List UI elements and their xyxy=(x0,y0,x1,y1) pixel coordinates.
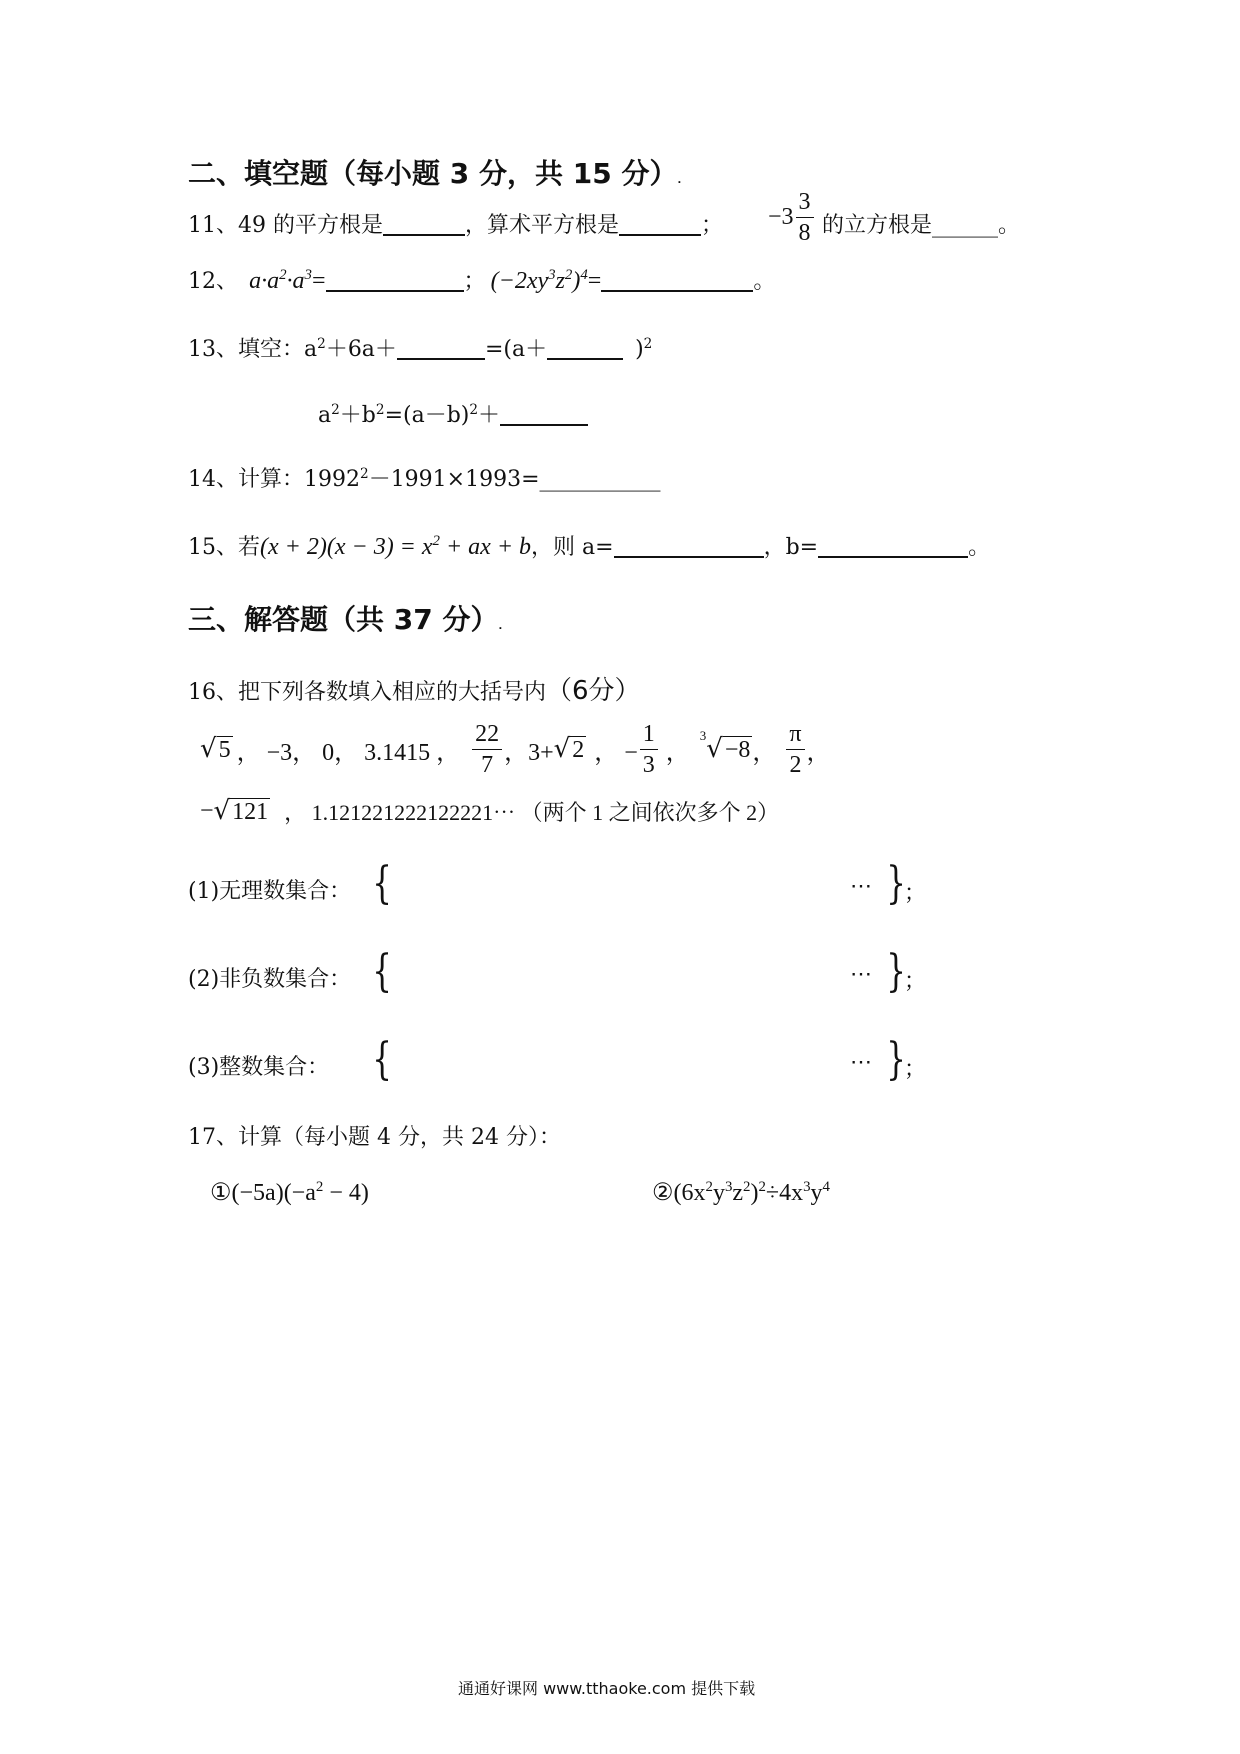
question-17 xyxy=(188,1120,561,1151)
q16-n3r: 2 xyxy=(572,736,585,763)
q15-b-label: ，b= xyxy=(763,535,819,560)
q17-p1b: − 4) xyxy=(323,1180,369,1206)
q11-text-5: 。 xyxy=(998,213,1021,238)
q15-end: 。 xyxy=(968,535,991,560)
q14-a: 1992 xyxy=(304,467,361,492)
q13-l2b-exp: 2 xyxy=(375,401,385,418)
q11-number: 11、 xyxy=(188,213,238,238)
q16-f2n: 1 xyxy=(640,722,658,750)
q17-p2-e4: 2 xyxy=(758,1179,766,1196)
question-15 xyxy=(188,530,990,561)
q12-end: 。 xyxy=(753,269,776,294)
q11-mixed-number xyxy=(768,190,816,245)
q16-f3d: 2 xyxy=(789,752,802,778)
q17-problem-1 xyxy=(210,1178,369,1207)
q11-text-1: 49 的平方根是 xyxy=(238,213,383,238)
q17-p2-e2: 3 xyxy=(724,1179,733,1196)
q11-text-2: ，算术平方根是 xyxy=(465,213,620,238)
q16-n6: −8 xyxy=(724,736,751,763)
q15-number: 15、 xyxy=(188,535,238,560)
q13-l2c: =(a－b) xyxy=(384,403,470,428)
q16-n3: ，3+ xyxy=(504,740,554,766)
question-14 xyxy=(188,462,661,493)
q12-eq-2: = xyxy=(587,268,602,294)
section-2-title: 二、填空题（每小题 3 分，共 15 分）. xyxy=(188,157,682,190)
q14-number: 14、 xyxy=(188,467,238,492)
q17-p2-e6: 4 xyxy=(822,1179,830,1196)
q12-expr-2: (−2xy xyxy=(490,268,549,294)
question-12 xyxy=(188,264,775,295)
q13-l1c: =(a＋ xyxy=(484,337,548,362)
q12-expr-1b: ·a xyxy=(286,268,305,294)
q16-n2: ， −3， 0， 3.1415 ， xyxy=(236,740,461,766)
set-answer-area[interactable] xyxy=(398,858,1038,912)
q13-l1b: ＋6a＋ xyxy=(325,337,397,362)
section-3-title: 三、解答题（共 37 分）. xyxy=(188,603,503,636)
q17-p2: ②(6x xyxy=(652,1180,706,1206)
question-16 xyxy=(188,670,641,707)
q12-eq-1: = xyxy=(311,268,326,294)
q12-sep: ； xyxy=(463,269,486,294)
q12-exp-2c: 4 xyxy=(580,267,588,284)
q16-sqrt-2: √ 2 xyxy=(553,733,585,764)
q14-b: －1991×1993= xyxy=(368,467,540,492)
q16-sqrt-121: √ 121 xyxy=(213,795,269,826)
q17-p2-e5: 3 xyxy=(803,1179,811,1196)
q16-n1: 5 xyxy=(218,736,231,763)
q17-p1: ①(−5a)(−a xyxy=(210,1180,316,1206)
q13-blank-2[interactable] xyxy=(547,336,623,360)
set-label: (3)整数集合： xyxy=(188,1055,330,1080)
set-dots: ⋯ xyxy=(850,1050,872,1075)
set-end: ； xyxy=(904,969,927,994)
q16-f3n: π xyxy=(786,722,804,750)
q16-n5: ， xyxy=(665,740,690,766)
q12-expr-2b: z xyxy=(555,268,565,294)
q13-lead: 填空： xyxy=(238,337,305,362)
q17-p2e: ÷4x xyxy=(765,1180,804,1206)
q16-frac-pi-2 xyxy=(786,722,804,777)
q16-cuberoot: 3 √ −8 xyxy=(699,727,751,764)
right-brace: } xyxy=(886,858,906,909)
set-label: (2)非负数集合： xyxy=(188,967,352,992)
q17-p2d: ) xyxy=(750,1180,759,1206)
q15-lead: 若 xyxy=(238,535,261,560)
q14-lead: 计算： xyxy=(238,467,305,492)
q12-blank-1[interactable] xyxy=(326,268,464,292)
q11-fraction xyxy=(796,190,814,245)
left-brace: { xyxy=(372,1034,392,1085)
section-2-title-text: 二、填空题（每小题 3 分，共 15 分） xyxy=(188,157,678,190)
q13-blank-1[interactable] xyxy=(397,336,485,360)
q13-l2b: ＋b xyxy=(339,403,376,428)
q15-expr: (x + 2)(x − 3) = x xyxy=(260,534,433,560)
q16-number-list-1 xyxy=(200,722,831,777)
set-dots: ⋯ xyxy=(850,962,872,987)
q16-n8: ， xyxy=(806,740,831,766)
set-answer-area[interactable] xyxy=(398,950,838,1000)
q11-blank-1[interactable] xyxy=(383,212,465,236)
q11-tail xyxy=(822,208,1020,239)
q11-frac-numerator: 3 xyxy=(796,190,814,218)
q14-blank[interactable]: ___________ xyxy=(539,467,661,492)
set-dots: ⋯ xyxy=(850,874,872,899)
left-brace: { xyxy=(372,858,392,909)
right-brace: } xyxy=(886,946,906,997)
q16-set-nonnegative xyxy=(188,946,948,1000)
q12-exp-2b: 2 xyxy=(564,267,573,284)
q16-number-list-2 xyxy=(200,796,779,827)
q12-expr-2c: ) xyxy=(572,268,581,294)
q17-text: 计算（每小题 4 分，共 24 分）： xyxy=(238,1125,561,1150)
q13-l1d-exp: 2 xyxy=(643,335,653,352)
q14-a-exp: 2 xyxy=(360,465,369,482)
q17-number: 17、 xyxy=(188,1125,238,1150)
section-3-title-text: 三、解答题（共 37 分） xyxy=(188,603,499,636)
right-brace: } xyxy=(886,1034,906,1085)
page-footer xyxy=(458,1676,755,1699)
q17-p2b: y xyxy=(712,1180,725,1206)
q13-l2d: ＋ xyxy=(478,403,501,428)
q16-root-index: 3 xyxy=(699,727,707,743)
q12-blank-2[interactable] xyxy=(601,268,753,292)
q16-set-irrational xyxy=(188,858,948,912)
q13-l1d: ) xyxy=(635,337,644,362)
q11-blank-3[interactable]: ______ xyxy=(932,213,999,238)
q13-l2c-exp: 2 xyxy=(469,401,479,418)
q15-expr-2: + ax + b xyxy=(439,534,532,560)
q17-p2-e3: 2 xyxy=(743,1179,751,1196)
q13-blank-3[interactable] xyxy=(500,402,588,426)
set-label: (1)无理数集合： xyxy=(188,879,352,904)
q11-text-3: ； xyxy=(701,213,724,238)
q13-l2a-exp: 2 xyxy=(331,401,340,418)
q16-f1n: 22 xyxy=(472,722,502,750)
q13-number: 13、 xyxy=(188,337,238,362)
q15-blank-a[interactable] xyxy=(614,534,764,558)
q17-p2-e1: 2 xyxy=(705,1179,713,1196)
q12-exp-2: 3 xyxy=(548,267,556,284)
q12-number: 12、 xyxy=(188,269,238,294)
q16-f1d: 7 xyxy=(481,752,494,778)
question-13-line-1 xyxy=(188,332,652,363)
q15-blank-b[interactable] xyxy=(818,534,968,558)
q13-l2a: a xyxy=(318,403,332,428)
q12-exp-1b: 3 xyxy=(304,267,312,284)
q16-n7: ， xyxy=(752,740,777,766)
q16-frac-1-3 xyxy=(640,722,658,777)
q11-text-4: 的立方根是 xyxy=(822,213,933,238)
q11-whole: −3 xyxy=(768,204,794,230)
q17-p2f: y xyxy=(810,1180,823,1206)
q16-number: 16、 xyxy=(188,680,238,705)
q13-l1a-exp: 2 xyxy=(317,335,326,352)
q16-f2d: 3 xyxy=(642,752,655,778)
q12-expr-1: a·a xyxy=(249,268,280,294)
footer-text: 通通好课网 www.tthaoke.com 提供下载 xyxy=(458,1679,756,1698)
q16-n9: 121 xyxy=(232,798,269,825)
q16-set-integer xyxy=(188,1034,948,1088)
q16-sqrt-5: √ 5 xyxy=(200,733,231,764)
q16-text: 把下列各数填入相应的大括号内 xyxy=(238,680,547,705)
question-13-line-2 xyxy=(318,398,588,429)
q16-score: （6分） xyxy=(546,676,641,706)
q12-exp-1: 2 xyxy=(279,267,287,284)
q15-exp: 2 xyxy=(432,533,440,550)
q16-n9pre: − xyxy=(200,798,214,824)
left-brace: { xyxy=(372,946,392,997)
q13-l1a: a xyxy=(304,337,318,362)
q15-then: ，则 a= xyxy=(531,535,614,560)
q16-n10: ， 1.121221222122221⋯ （两个 1 之间依次多个 2） xyxy=(284,800,780,825)
q17-p1-exp: 2 xyxy=(315,1179,324,1196)
set-end: ； xyxy=(904,881,927,906)
set-answer-area[interactable] xyxy=(398,1038,838,1088)
q17-p2c: z xyxy=(732,1180,744,1206)
q17-problem-2 xyxy=(652,1178,830,1207)
question-11 xyxy=(188,208,723,239)
q16-n4: ， − xyxy=(594,740,638,766)
q11-frac-denominator: 8 xyxy=(798,220,811,246)
set-end: ； xyxy=(904,1057,927,1082)
q16-frac-22-7 xyxy=(472,722,502,777)
q11-blank-2[interactable] xyxy=(619,212,701,236)
